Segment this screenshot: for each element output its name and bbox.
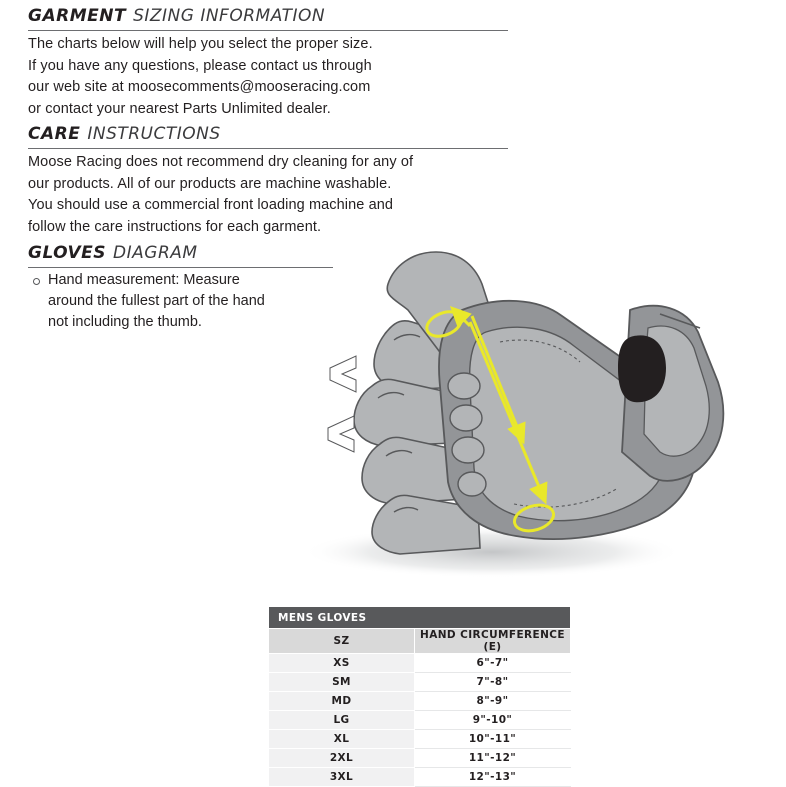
row-value-xl: 10"-11" — [415, 730, 571, 749]
table-row — [269, 654, 571, 673]
glove-shadow — [302, 526, 682, 578]
row-size-2xl: 2XL — [269, 749, 415, 768]
table-title-row — [269, 607, 571, 629]
care-body-text — [28, 152, 413, 238]
row-value-sm: 7"-8" — [415, 673, 571, 692]
garment-line-2: If you have any questions, please contact us through — [28, 57, 372, 74]
care-section-heading — [28, 124, 221, 144]
row-size-sm: SM — [269, 673, 415, 692]
garment-heading-light: SIZING INFORMATION — [133, 6, 326, 26]
row-size-xs: XS — [269, 654, 415, 673]
hand-measurement-bullet — [33, 270, 283, 333]
knuckle-pad-1 — [448, 373, 480, 399]
table-header-row — [269, 629, 571, 654]
care-heading-light: INSTRUCTIONS — [87, 124, 221, 144]
care-heading-bold: CARE — [28, 124, 81, 144]
glove-diagram-illustration — [262, 236, 732, 596]
garment-heading-rule — [28, 30, 508, 31]
row-value-3xl: 12"-13" — [415, 768, 571, 787]
gloves-section-heading — [28, 243, 198, 263]
glove-cuff-tab — [618, 335, 666, 402]
table-row — [269, 730, 571, 749]
table-row — [269, 692, 571, 711]
care-line-3: You should use a commercial front loading machine and — [28, 197, 394, 213]
hand-measurement-text: Hand measurement: Measure around the fullest part of the hand not including the thumb. — [48, 272, 265, 330]
care-line-2: our products. All of our products are machine washable. — [28, 175, 392, 192]
bullet-dot-icon — [33, 278, 40, 285]
glove-chevron-1 — [330, 356, 356, 392]
table-title: MENS GLOVES — [269, 607, 571, 629]
gloves-heading-bold: GLOVES — [28, 243, 107, 263]
garment-line-1: The charts below will help you select the proper size. — [28, 36, 373, 52]
row-size-md: MD — [269, 692, 415, 711]
garment-body-text — [28, 34, 373, 120]
knuckle-pad-3 — [452, 437, 484, 463]
gloves-heading-light: DIAGRAM — [113, 243, 198, 263]
care-line-4: follow the care instructions for each garment. — [28, 218, 322, 235]
row-size-xl: XL — [269, 730, 415, 749]
garment-section-heading — [28, 6, 325, 26]
row-value-lg: 9"-10" — [415, 711, 571, 730]
care-line-1: Moose Racing does not recommend dry cleaning for any of — [28, 154, 414, 170]
row-size-3xl: 3XL — [269, 768, 415, 787]
table-row — [269, 749, 571, 768]
row-size-lg: LG — [269, 711, 415, 730]
glove-chevron-2 — [328, 416, 354, 452]
row-value-md: 8"-9" — [415, 692, 571, 711]
column-header-circumference: HAND CIRCUMFERENCE (E) — [415, 629, 571, 654]
table-row — [269, 711, 571, 730]
column-header-size: SZ — [269, 629, 415, 654]
row-value-xs: 6"-7" — [415, 654, 571, 673]
knuckle-pad-2 — [450, 405, 482, 431]
garment-line-3: our web site at moosecomments@mooseracing.com — [28, 79, 371, 95]
table-row — [269, 768, 571, 787]
row-value-2xl: 11"-12" — [415, 749, 571, 768]
garment-line-4: or contact your nearest Parts Unlimited dealer. — [28, 100, 331, 117]
garment-heading-bold: GARMENT — [28, 6, 127, 26]
care-heading-rule — [28, 148, 508, 149]
knuckle-pad-4 — [458, 472, 486, 496]
table-row — [269, 673, 571, 692]
mens-gloves-size-table — [268, 606, 571, 787]
